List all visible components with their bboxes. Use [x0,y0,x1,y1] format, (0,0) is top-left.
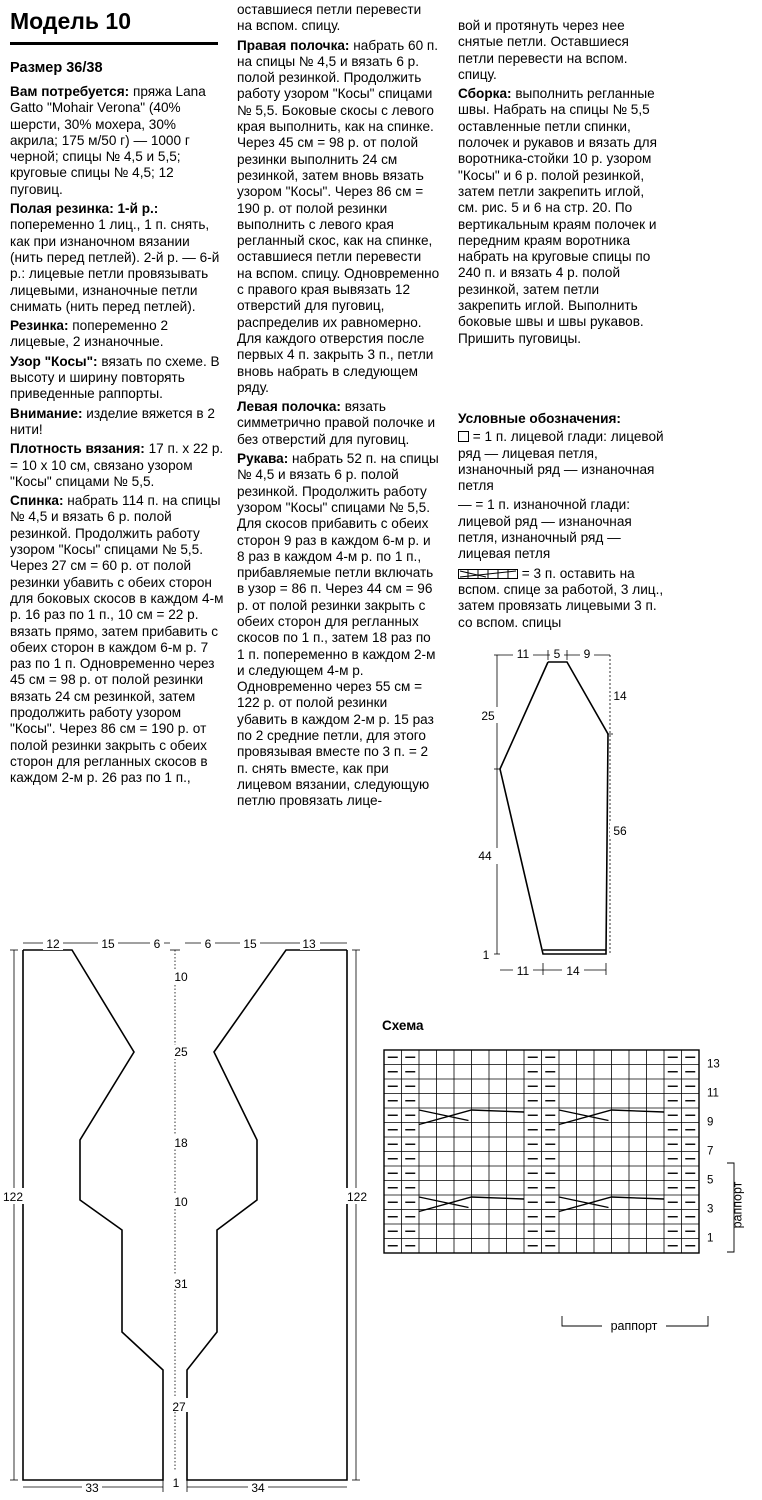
paragraph-lead: Сборка: [458,86,512,102]
sleeve-dim-left-1: 1 [482,948,490,962]
paragraph-lead: Вам потребуется: [10,84,130,99]
repeat-horizontal-label: раппорт [610,1319,658,1333]
col1-paragraph [10,354,224,403]
sleeve-dim-left-25: 25 [481,709,495,723]
cable-cross-mark [419,1110,469,1121]
cable-cross-mark [559,1110,609,1121]
paragraph-lead: Правая полочка: [237,37,350,53]
body-top-15-left: 15 [101,937,115,951]
col2-paragraph [237,2,440,35]
paragraph-lead: Спинка: [10,493,64,509]
legend-item-knit: = 1 п. лицевой глади: лицевой ряд — лицевая петля, изнаночный ряд — изнаночная петля [458,429,664,494]
sleeve-dim-bottom-11: 11 [516,964,530,978]
sleeve-dim-top-left: 11 [516,647,530,661]
paragraph-text: набрать 52 п. на спицы № 4,5 и вязать 6 р. полой резинкой. Продолжить работу узором "Косы" спицами № 5,5. Для скосов прибавить с обеих сторон 9 раз в каждом 6-м р. и 8 раз в каждом 4-м р. по 1 п., прибавляемые петли включать в узор = 86 п. Через 44 см = 96 р. от полой резинки закрыть с обеих сторон для регланных скосов по 1 п., затем 18 раз по 1 п. попеременно в каждом 2-м и следующем 4-м р. Одновременно через 55 см = 122 р. от полой резинки убавить в каждом 2-м р. 15 раз по 2 средние петли, для этого провязывая вместе по 3 п. = 2 п. снять вместе, как при лицевом вязании, следующую петлю провязать лице- [237,451,439,809]
legend-title: Условные обозначения: [458,411,621,426]
body-center-18: 18 [174,1136,188,1150]
chart-row-label: 13 [707,1058,720,1071]
col1-paragraph [10,406,224,439]
col2-paragraph [237,38,440,397]
body-side-right-122: 122 [346,1190,368,1204]
paragraph-text: попеременно 1 лиц., 1 п. снять, как при изнаночном вязании (нить перед петлей). 2-й р. — 6-й р.: лицевые петли провязывать лицевыми, изнаночные петли снимать (нить перед петлей). [10,217,220,314]
paragraph-lead: Рукава: [237,451,289,467]
paragraph-text: набрать 114 п. на спицы № 4,5 и вязать 6 р. полой резинкой. Продолжить работу узором "Косы" спицами № 5,5. Через 27 см = 60 р. от полой резинки убавить с обеих сторон для боковых скосов в каждом 4-м р. 16 раз по 1 п., 10 см = 22 р. вязать прямо, затем прибавить с обеих сторон в каждом 6-м р. 7 раз по 1 п. Одновременно через 45 см = 98 р. от полой резинки вязать 24 см резинкой, затем продолжить работу узором "Косы". Через 86 см = 190 р. от полой резинки закрыть с обеих сторон для регланных скосов в каждом 2-м р. 26 раз по 1 п., [10,493,224,786]
paragraph-lead: Резинка: [10,318,69,334]
body-bottom-33: 33 [85,1481,99,1495]
body-top-12: 12 [46,937,60,951]
body-bottom-34: 34 [251,1481,265,1495]
col1-paragraph [10,201,224,315]
paragraph-lead: Узор "Косы": [10,353,98,369]
cable-cross-mark [419,1197,469,1208]
col1-paragraph [10,318,224,351]
col1-paragraph [10,441,224,490]
col1-paragraph [10,493,224,786]
model-title: Модель 10 [10,8,132,34]
paragraph-lead: Полая резинка: 1-й р.: [10,201,159,217]
paragraph-text: изделие вяжется в 2 нити! [10,405,215,437]
stitch-chart [382,1048,762,1348]
repeat-vertical-label: раппорт [730,1181,745,1229]
body-top-15-right: 15 [243,937,257,951]
paragraph-text: 17 п. х 22 р. = 10 х 10 см, связано узором "Косы" спицами № 5,5. [10,441,224,489]
chart-row-label: 3 [707,1203,714,1216]
sleeve-dim-right-56: 56 [613,824,627,838]
chart-row-label: 11 [707,1087,719,1100]
sleeve-dim-bottom-14: 14 [566,964,580,978]
paragraph-text: вязать по схеме. В высоту и ширину повторять приведенные раппорты. [10,353,220,402]
legend [458,411,666,634]
paragraph-text: набрать 60 п. на спицы № 4,5 и вязать 6 р. полой резинкой. Продолжить работу узором "Косы" спицами № 5,5. Боковые скосы с левого края выполнить, как на спинке. Через 45 см = 98 р. от полой резинки выполнить 24 см резинкой, затем вновь вязать узором "Косы". Через 86 см = 190 р. от полой резинки выполнить с левого края регланный скос, как на спинке, оставшиеся петли перевести на вспом. спицу. Одновременно с правого края вывязать 12 отверстий для пуговиц, распределив их равномерно. Для каждого отверстия после первых 4 п. закрыть 3 п., петли вновь набрать в следующем ряду. [237,37,440,395]
chart-row-label: 7 [707,1145,714,1158]
col3-paragraph [458,18,661,83]
body-center-27: 27 [172,1400,186,1414]
body-top-6-right: 6 [204,937,212,951]
legend-item-cable: = 3 п. оставить на вспом. спице за работой, 3 лиц., затем провязать лицевыми 3 п. со вспом. спицы [458,565,664,630]
body-center-10-top: 10 [174,970,188,984]
body-center-1: 1 [172,1476,180,1490]
sleeve-dim-top-right: 9 [583,647,591,661]
col3-paragraph [458,86,661,347]
sleeve-schematic [470,645,650,980]
text-column-3 [458,18,661,350]
chart-row-label: 9 [707,1116,714,1129]
text-column-2 [237,2,440,813]
title-rule [10,42,218,45]
sleeve-outline [500,662,608,954]
knit-stitch-icon [458,431,469,442]
paragraph-text: выполнить регланные швы. Набрать на спицы № 5,5 оставленные петли спинки, полочек и рукавов и вязать для воротника-стойки 10 р. узором "Косы" и 6 р. полой резинкой, затем петли закрепить иглой, см. рис. 5 и 6 на стр. 20. По вертикальным краям полочек и передним краям воротника набрать на круговые спицы по 240 п. и вязать 4 р. полой резинкой, затем петли закрепить иглой. Выполнить боковые швы и швы рукавов. Пришить пуговицы. [458,86,657,346]
sleeve-dim-left-44: 44 [478,849,492,863]
legend-item-purl: — = 1 п. изнаночной глади: лицевой ряд — изнаночная петля, изнаночный ряд — лицевая петля [458,497,632,562]
chart-row-label: 5 [707,1174,714,1187]
sleeve-dim-top-mid: 5 [553,647,561,661]
cable-stitch-icon [458,569,518,579]
paragraph-text: вязать симметрично правой полочке и без отверстий для пуговиц. [237,399,436,447]
paragraph-text: попеременно 2 лицевые, 2 изнаночные. [10,318,169,350]
body-center-31: 31 [174,1277,188,1291]
col2-paragraph [237,399,440,448]
size-heading: Размер 36/38 [10,60,103,76]
back-left-outline [23,950,163,1480]
cable-cross-mark [559,1197,609,1208]
col1-paragraph [10,84,224,198]
body-top-13: 13 [302,937,316,951]
sleeve-dim-right-14: 14 [613,689,627,703]
body-center-25: 25 [174,1045,188,1059]
body-top-6-left: 6 [153,937,161,951]
paragraph-lead: Левая полочка: [237,399,341,415]
body-center-10-mid: 10 [174,1195,188,1209]
paragraph-text: пряжа Lana Gatto "Mohair Verona" (40% шерсти, 30% мохера, 30% акрила; 175 м/50 г) — 1000 г черной; спицы № 4,5 и 5,5; круговые спицы № 4,5; 12 пуговиц. [10,84,206,197]
chart-row-label: 1 [707,1232,714,1245]
paragraph-text: оставшиеся петли перевести на вспом. спицу. [237,2,422,34]
body-schematic [0,930,370,1500]
paragraph-text: вой и протянуть через нее снятые петли. Оставшиеся петли перевести на вспом. спицу. [458,18,629,82]
text-column-1 [10,84,224,789]
back-right-outline [187,950,347,1480]
paragraph-lead: Плотность вязания: [10,441,145,457]
paragraph-lead: Внимание: [10,405,83,421]
col2-paragraph [237,451,440,810]
body-side-left-122: 122 [2,1190,24,1204]
chart-title: Схема [382,1018,424,1033]
